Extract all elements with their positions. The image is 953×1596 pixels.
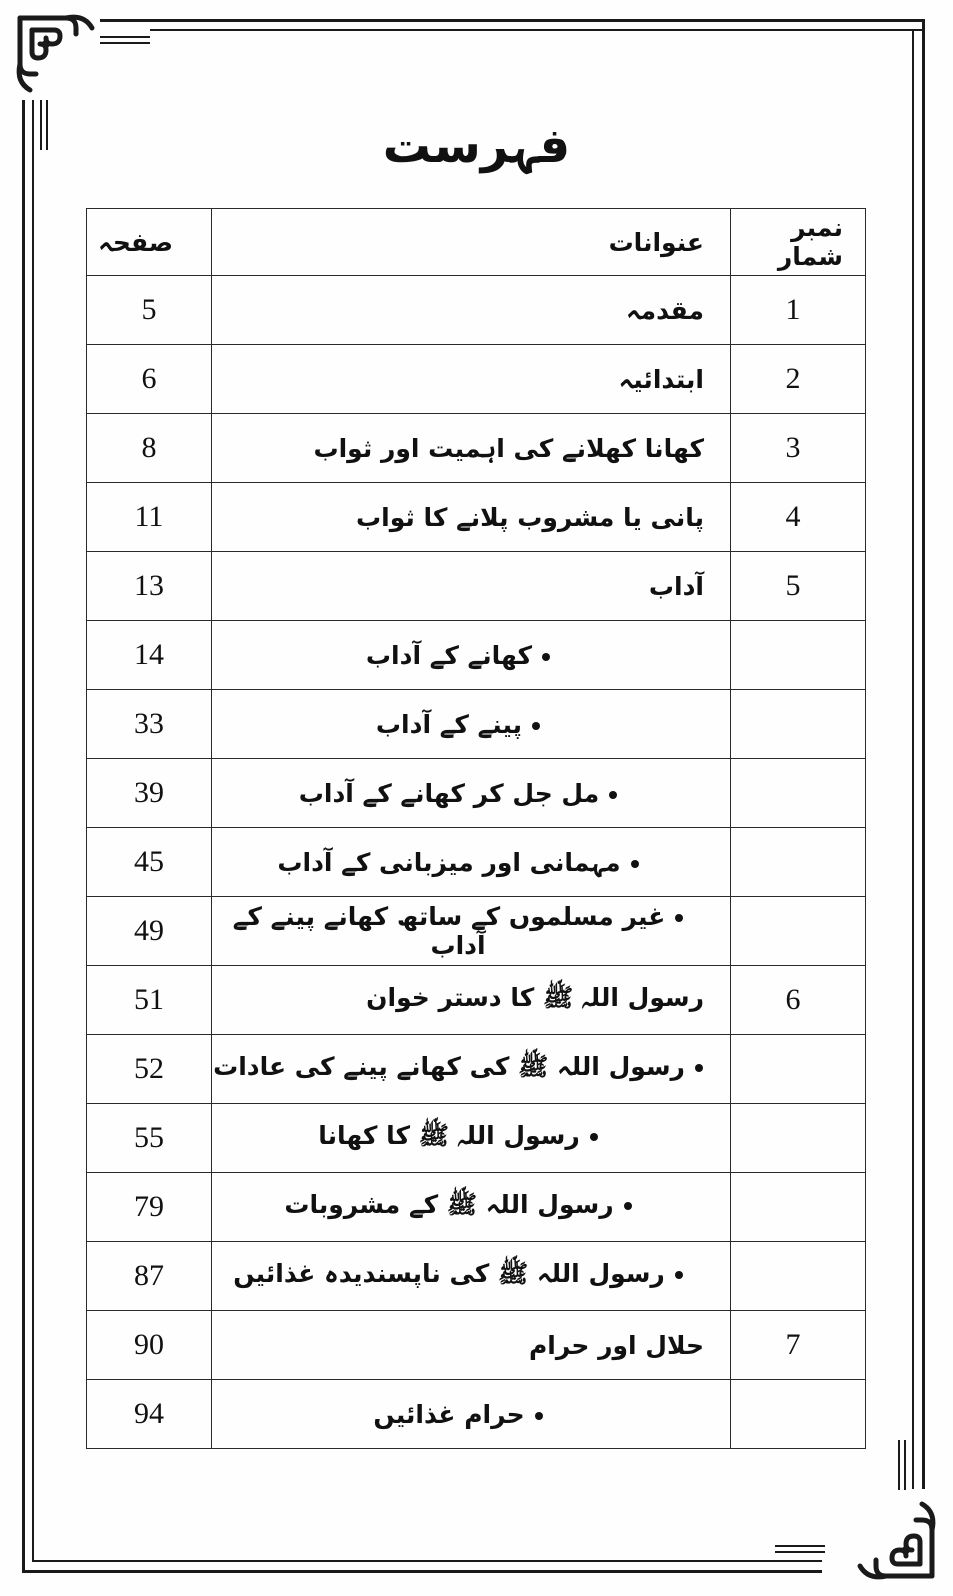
row-number xyxy=(731,1035,866,1104)
topic-cell xyxy=(212,483,731,552)
page-number: 13 xyxy=(87,552,212,621)
subtopic-cell xyxy=(212,828,731,897)
page-number: 33 xyxy=(87,690,212,759)
topic-title: مقدمہ xyxy=(625,295,704,325)
page-number: 6 xyxy=(87,345,212,414)
column-header-number: نمبر شمار xyxy=(731,209,866,276)
topic-title: آداب xyxy=(648,571,704,601)
border-right-outer xyxy=(922,19,925,1489)
table-body xyxy=(87,276,866,1449)
table-row xyxy=(87,828,866,897)
page-number: 79 xyxy=(87,1173,212,1242)
table-row xyxy=(87,1173,866,1242)
table-of-contents xyxy=(86,208,866,1449)
border-right-inner xyxy=(912,29,914,1489)
border-left-outer xyxy=(22,100,25,1570)
row-number xyxy=(731,759,866,828)
topic-cell xyxy=(212,414,731,483)
topic-title: مہمانی اور میزبانی کے آداب xyxy=(277,847,621,877)
border-left-inner xyxy=(32,100,34,1560)
corner-ornament-icon xyxy=(850,1494,946,1590)
row-number xyxy=(731,828,866,897)
subtopic-cell xyxy=(212,1104,731,1173)
accent-line-bottom-2 xyxy=(775,1551,825,1553)
table-row xyxy=(87,552,866,621)
bullet-icon xyxy=(624,1202,632,1210)
topic-title: مل جل کر کھانے کے آداب xyxy=(298,778,600,808)
topic-title: کھانے کے آداب xyxy=(365,640,533,670)
topic-title: رسول اللہ ﷺ کے مشروبات xyxy=(284,1189,614,1219)
row-number xyxy=(731,1242,866,1311)
row-number: 3 xyxy=(731,414,866,483)
topic-cell xyxy=(212,276,731,345)
accent-line-right-1 xyxy=(898,1440,900,1490)
table-row xyxy=(87,897,866,966)
bullet-icon xyxy=(532,722,540,730)
row-number: 1 xyxy=(731,276,866,345)
topic-title: پانی یا مشروب پلانے کا ثواب xyxy=(356,502,704,532)
topic-title: حلال اور حرام xyxy=(528,1330,704,1360)
row-number: 5 xyxy=(731,552,866,621)
table-row xyxy=(87,276,866,345)
topic-cell xyxy=(212,966,731,1035)
page-number: 52 xyxy=(87,1035,212,1104)
subtopic-cell xyxy=(212,1173,731,1242)
table-header-row xyxy=(87,209,866,276)
row-number xyxy=(731,690,866,759)
subtopic-cell xyxy=(212,621,731,690)
topic-title: حرام غذائیں xyxy=(373,1399,525,1429)
bullet-icon xyxy=(631,860,639,868)
subtopic-cell xyxy=(212,690,731,759)
page-number: 87 xyxy=(87,1242,212,1311)
table-row xyxy=(87,414,866,483)
page-number: 55 xyxy=(87,1104,212,1173)
page-number: 11 xyxy=(87,483,212,552)
row-number xyxy=(731,1380,866,1449)
topic-title: رسول اللہ ﷺ کا دستر خوان xyxy=(366,982,704,1012)
page-number: 39 xyxy=(87,759,212,828)
accent-line-top-2 xyxy=(100,42,150,44)
bullet-icon xyxy=(675,1271,683,1279)
row-number xyxy=(731,621,866,690)
accent-line-top-1 xyxy=(100,36,150,38)
page-number: 8 xyxy=(87,414,212,483)
topic-title: رسول اللہ ﷺ کی کھانے پینے کی عادات xyxy=(213,1051,685,1081)
border-top-outer xyxy=(100,19,922,22)
topic-cell xyxy=(212,552,731,621)
topic-title: ابتدائیہ xyxy=(618,364,704,394)
table-row xyxy=(87,1104,866,1173)
accent-line-bottom-1 xyxy=(775,1545,825,1547)
topic-cell xyxy=(212,1311,731,1380)
bullet-icon xyxy=(675,914,683,922)
table-row xyxy=(87,1311,866,1380)
table-row xyxy=(87,1380,866,1449)
page-number: 14 xyxy=(87,621,212,690)
table-row xyxy=(87,1035,866,1104)
table-row xyxy=(87,621,866,690)
page-title: فہرست xyxy=(382,118,571,174)
border-top-inner xyxy=(150,29,922,31)
row-number: 7 xyxy=(731,1311,866,1380)
page-number: 49 xyxy=(87,897,212,966)
column-header-page: صفحہ xyxy=(87,209,212,276)
row-number xyxy=(731,1104,866,1173)
corner-ornament-icon xyxy=(6,4,102,100)
row-number: 6 xyxy=(731,966,866,1035)
page-number: 5 xyxy=(87,276,212,345)
row-number: 4 xyxy=(731,483,866,552)
topic-title: کھانا کھلانے کی اہمیت اور ثواب xyxy=(313,433,704,463)
page-number: 45 xyxy=(87,828,212,897)
bullet-icon xyxy=(609,791,617,799)
topic-cell xyxy=(212,345,731,414)
table-row xyxy=(87,966,866,1035)
topic-title: رسول اللہ ﷺ کی ناپسندیدہ غذائیں xyxy=(233,1258,665,1288)
table-row xyxy=(87,690,866,759)
page-number: 90 xyxy=(87,1311,212,1380)
bullet-icon xyxy=(542,653,550,661)
row-number xyxy=(731,1173,866,1242)
topic-title: غیر مسلموں کے ساتھ کھانے پینے کے آداب xyxy=(232,902,666,960)
accent-line-right-2 xyxy=(904,1440,906,1490)
subtopic-cell xyxy=(212,897,731,966)
subtopic-cell xyxy=(212,759,731,828)
topic-title: رسول اللہ ﷺ کا کھانا xyxy=(318,1120,580,1150)
bullet-icon xyxy=(590,1133,598,1141)
border-bottom-inner xyxy=(32,1560,822,1562)
row-number xyxy=(731,897,866,966)
bullet-icon xyxy=(535,1412,543,1420)
table-row xyxy=(87,483,866,552)
page-number: 94 xyxy=(87,1380,212,1449)
bullet-icon xyxy=(695,1064,703,1072)
subtopic-cell xyxy=(212,1035,731,1104)
table-row xyxy=(87,759,866,828)
table-row xyxy=(87,345,866,414)
topic-title: پینے کے آداب xyxy=(375,709,523,739)
page-number: 51 xyxy=(87,966,212,1035)
column-header-topics: عنوانات xyxy=(212,209,731,276)
table-row xyxy=(87,1242,866,1311)
subtopic-cell xyxy=(212,1242,731,1311)
row-number: 2 xyxy=(731,345,866,414)
border-bottom-outer xyxy=(22,1570,822,1573)
subtopic-cell xyxy=(212,1380,731,1449)
